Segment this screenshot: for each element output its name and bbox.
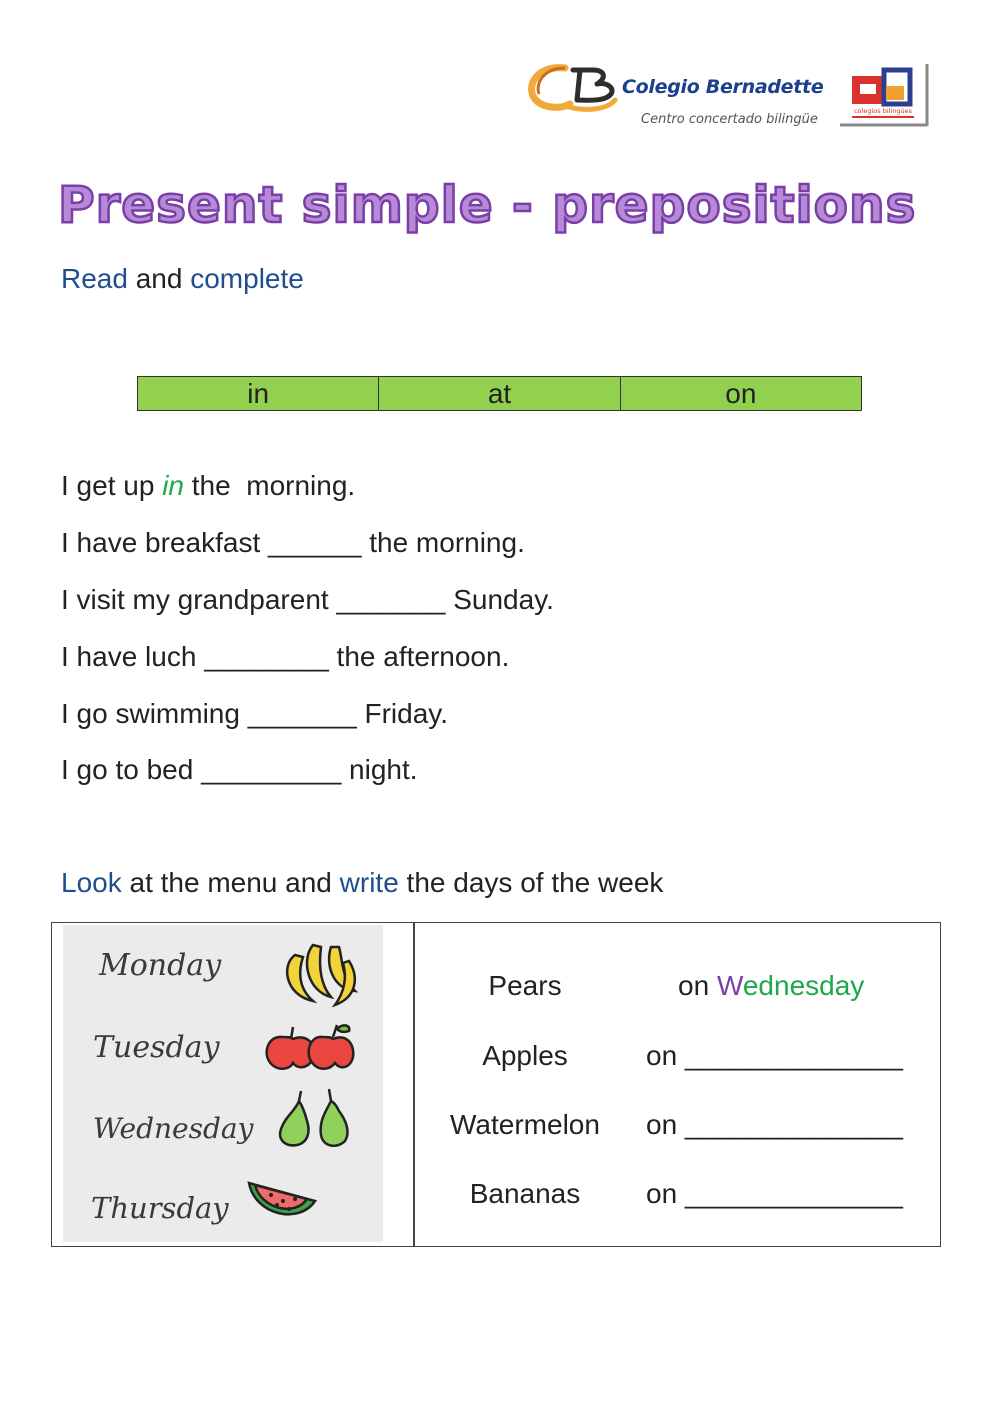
menu-photo (63, 925, 383, 1242)
word-bank-item: in (138, 377, 379, 411)
menu-day-thursday: Thursday (91, 1191, 229, 1225)
answer-pears-prefix: on (678, 970, 717, 1001)
fruit-pears: Pears (488, 970, 562, 1001)
answer-pears-rest: ednesday (742, 970, 865, 1001)
word-bank-item: on (620, 377, 861, 411)
example-before: I get up (61, 470, 163, 501)
school-name: Colegio Bernadette (622, 76, 824, 98)
menu-day-tuesday: Tuesday (93, 1030, 220, 1065)
answer-pears (678, 970, 864, 1002)
section1-instruction (61, 263, 304, 295)
section2-instruction (61, 867, 663, 899)
word-bank (137, 376, 862, 411)
fruit-apples: Apples (482, 1040, 568, 1071)
answer-pears-w: W (716, 970, 743, 1001)
fruit-watermelon: Watermelon (450, 1109, 600, 1140)
example-sentence (61, 470, 355, 502)
instruction-complete: complete (190, 263, 304, 294)
instruction-look: Look (61, 867, 122, 898)
fruit-bananas: Bananas (469, 1178, 581, 1209)
sentence-5[interactable]: I go to bed _________ night. (61, 754, 418, 785)
sentence-2[interactable]: I visit my grandparent _______ Sunday. (61, 584, 554, 615)
bilingual-logo-label: colegios bilingües (853, 107, 913, 115)
word-bank-item: at (379, 377, 620, 411)
answer-apples[interactable]: on ______________ (646, 1040, 903, 1071)
menu-table-divider (413, 922, 415, 1247)
answer-bananas[interactable]: on ______________ (646, 1178, 903, 1209)
menu-day-wednesday: Wednesday (93, 1112, 254, 1145)
example-answer: in (162, 470, 184, 501)
menu-day-monday: Monday (99, 948, 222, 983)
instruction-days: the days of the week (398, 867, 664, 898)
instruction-read: Read (61, 263, 128, 294)
instruction-and: and (127, 263, 191, 294)
sentence-4[interactable]: I go swimming _______ Friday. (61, 698, 448, 729)
sentence-3[interactable]: I have luch ________ the afternoon. (61, 641, 510, 672)
sentence-1[interactable]: I have breakfast ______ the morning. (61, 527, 525, 558)
bilingual-schools-logo-icon (838, 62, 930, 128)
instruction-at-menu: at the menu and (121, 867, 340, 898)
school-subtitle: Centro concertado bilingüe (641, 112, 818, 127)
example-after: the morning. (183, 470, 356, 501)
page-title: Present simple - prepositions (58, 176, 917, 234)
answer-watermelon[interactable]: on ______________ (646, 1109, 903, 1140)
instruction-write: write (339, 867, 399, 898)
colegio-logo-icon (525, 60, 620, 115)
